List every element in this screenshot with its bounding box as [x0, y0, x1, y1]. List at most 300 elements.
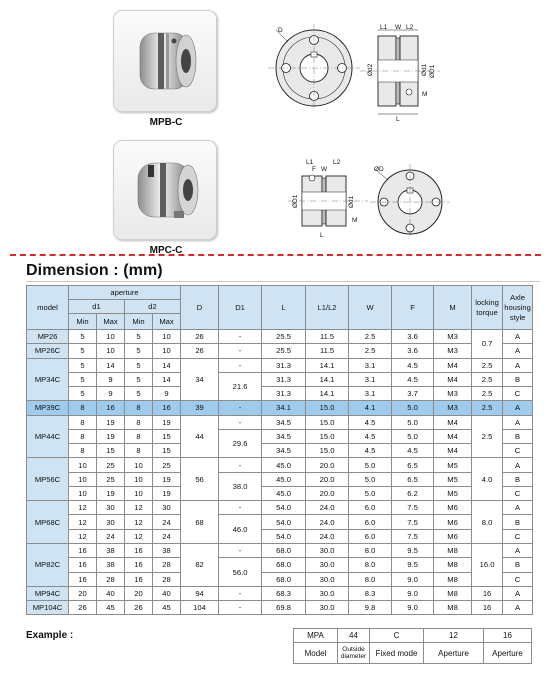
W-cell: 4.5 — [349, 444, 392, 458]
d2-max-cell: 45 — [153, 601, 181, 615]
W-cell: 4.1 — [349, 401, 392, 415]
model-cell: MP44C — [27, 415, 69, 458]
F-cell: 7.5 — [392, 515, 434, 529]
d1-min-cell: 16 — [69, 543, 97, 557]
d2-min-cell: 5 — [125, 344, 153, 358]
mpc-c-front-drawing — [370, 162, 450, 243]
L1L2-cell: 14.1 — [306, 372, 349, 386]
d1-min-cell: 10 — [69, 458, 97, 472]
example-code: 12 — [424, 629, 484, 643]
d2-max-cell: 24 — [153, 515, 181, 529]
d1-min-cell: 8 — [69, 429, 97, 443]
M-cell: M4 — [434, 429, 472, 443]
M-cell: M3 — [434, 401, 472, 415]
table-row — [27, 472, 533, 486]
section-divider — [10, 254, 541, 256]
d2-min-cell: 5 — [125, 358, 153, 372]
d2-max-cell: 30 — [153, 501, 181, 515]
example-code: MPA — [294, 629, 338, 643]
d2-max-cell: 28 — [153, 558, 181, 572]
M-cell: M8 — [434, 558, 472, 572]
L-cell: 34.5 — [262, 429, 306, 443]
L-cell: 34.5 — [262, 415, 306, 429]
axle-style-cell: A — [503, 344, 533, 358]
table-row — [27, 387, 533, 401]
mpc-c-label: MPC-C — [149, 245, 183, 256]
d1-max-cell: 38 — [97, 543, 125, 557]
torque-cell: 2.5 — [472, 401, 503, 415]
d2-max-cell: 15 — [153, 444, 181, 458]
L1L2-cell: 30.0 — [306, 572, 349, 586]
D-cell: 56 — [181, 458, 219, 501]
W-cell: 8.0 — [349, 543, 392, 557]
col-aperture: aperture — [69, 286, 181, 300]
W-cell: 5.0 — [349, 472, 392, 486]
L-cell: 68.0 — [262, 543, 306, 557]
table-row — [27, 529, 533, 543]
d1-max-cell: 16 — [97, 401, 125, 415]
D1-cell: - — [219, 458, 262, 472]
d1-max-cell: 10 — [97, 344, 125, 358]
d2-min-cell: 12 — [125, 515, 153, 529]
D1-cell: 21.6 — [219, 372, 262, 401]
d1-min-cell: 5 — [69, 330, 97, 344]
L1L2-cell: 30.0 — [306, 601, 349, 615]
title-underline — [26, 281, 540, 282]
l2-label: L2 — [406, 24, 414, 31]
mpc-c-side-drawing — [288, 158, 368, 247]
d2-max-cell: 38 — [153, 543, 181, 557]
model-cell: MP56C — [27, 458, 69, 501]
M-cell: M5 — [434, 486, 472, 500]
L-cell: 31.3 — [262, 372, 306, 386]
axle-style-cell: A — [503, 330, 533, 344]
D1-cell: - — [219, 358, 262, 372]
d2-min-cell: 10 — [125, 458, 153, 472]
table-row — [27, 543, 533, 557]
M-cell: M4 — [434, 415, 472, 429]
w-label: W — [395, 24, 402, 31]
d1-min-cell: 5 — [69, 372, 97, 386]
axle-style-cell: C — [503, 572, 533, 586]
F-cell: 4.5 — [392, 444, 434, 458]
L-cell: 68.0 — [262, 558, 306, 572]
D1-cell: - — [219, 401, 262, 415]
axle-style-cell: A — [503, 543, 533, 557]
torque-cell: 0.7 — [472, 330, 503, 359]
d2-max-cell: 28 — [153, 572, 181, 586]
d1-max-cell: 19 — [97, 486, 125, 500]
D1-cell: - — [219, 330, 262, 344]
col-M: M — [434, 286, 472, 330]
d2-max-cell: 14 — [153, 372, 181, 386]
d1-min-cell: 26 — [69, 601, 97, 615]
d2-max-cell: 14 — [153, 358, 181, 372]
d2-min-cell: 16 — [125, 572, 153, 586]
M-cell: M5 — [434, 458, 472, 472]
M-cell: M4 — [434, 444, 472, 458]
W-cell: 8.0 — [349, 572, 392, 586]
col-L1L2: L1/L2 — [306, 286, 349, 330]
example-meaning: Aperture — [484, 643, 532, 664]
m-label: M — [352, 217, 358, 224]
L1L2-cell: 20.0 — [306, 486, 349, 500]
d1-max-cell: 15 — [97, 444, 125, 458]
d1-max-cell: 14 — [97, 358, 125, 372]
d2-min-cell: 20 — [125, 586, 153, 600]
L-cell: 45.0 — [262, 458, 306, 472]
axle-style-cell: A — [503, 358, 533, 372]
model-cell: MP68C — [27, 501, 69, 544]
table-row — [27, 458, 533, 472]
model-cell: MP94C — [27, 586, 69, 600]
m-label: M — [422, 91, 428, 98]
d1-max-cell: 19 — [97, 429, 125, 443]
axle-style-cell: C — [503, 529, 533, 543]
d2-max-cell: 9 — [153, 387, 181, 401]
d2-min-cell: 8 — [125, 429, 153, 443]
axle-style-cell: B — [503, 429, 533, 443]
d2-min-cell: 10 — [125, 472, 153, 486]
torque-cell: 16 — [472, 586, 503, 600]
M-cell: M6 — [434, 515, 472, 529]
table-row — [27, 429, 533, 443]
axle-style-cell: A — [503, 601, 533, 615]
d2-min-cell: 8 — [125, 401, 153, 415]
d1-min-cell: 12 — [69, 501, 97, 515]
table-row — [27, 601, 533, 615]
col-d1: d1 — [69, 300, 125, 314]
axle-style-cell: B — [503, 472, 533, 486]
W-cell: 4.5 — [349, 429, 392, 443]
axle-style-cell: A — [503, 415, 533, 429]
col-d1-max: Max — [97, 314, 125, 330]
col-d2-min: Min — [125, 314, 153, 330]
F-cell: 5.0 — [392, 415, 434, 429]
example-meaning: Aperture — [424, 643, 484, 664]
L-cell: 45.0 — [262, 486, 306, 500]
M-cell: M5 — [434, 472, 472, 486]
col-model: model — [27, 286, 69, 330]
mpb-c-photo — [113, 10, 217, 112]
d2-min-cell: 5 — [125, 387, 153, 401]
W-cell: 3.1 — [349, 358, 392, 372]
torque-cell: 8.0 — [472, 501, 503, 544]
table-row — [27, 415, 533, 429]
torque-cell: 16 — [472, 601, 503, 615]
M-cell: M6 — [434, 529, 472, 543]
F-cell: 3.6 — [392, 344, 434, 358]
L1L2-cell: 24.0 — [306, 515, 349, 529]
L1L2-cell: 15.0 — [306, 444, 349, 458]
D-cell: 34 — [181, 358, 219, 401]
D-label: ØD — [374, 166, 384, 173]
D-cell: 44 — [181, 415, 219, 458]
L1L2-cell: 11.5 — [306, 344, 349, 358]
torque-cell: 2.5 — [472, 372, 503, 386]
d1-max-cell: 25 — [97, 458, 125, 472]
d1-max-cell: 19 — [97, 415, 125, 429]
d1-min-cell: 16 — [69, 572, 97, 586]
d2-max-cell: 19 — [153, 486, 181, 500]
L1L2-cell: 20.0 — [306, 472, 349, 486]
W-cell: 4.5 — [349, 415, 392, 429]
w-label: W — [321, 166, 328, 173]
L1L2-cell: 15.0 — [306, 401, 349, 415]
F-cell: 9.5 — [392, 558, 434, 572]
torque-cell: 2.5 — [472, 358, 503, 372]
F-cell: 9.5 — [392, 543, 434, 557]
D1-cell: 38.0 — [219, 472, 262, 501]
d2-min-cell: 16 — [125, 558, 153, 572]
mpc-c-photo — [113, 140, 217, 240]
D1-label: ØD1 — [292, 194, 299, 208]
col-D: D — [181, 286, 219, 330]
d1-max-cell: 24 — [97, 529, 125, 543]
disc-coupling-illustration — [114, 11, 216, 111]
W-cell: 8.0 — [349, 558, 392, 572]
D1-cell: - — [219, 543, 262, 557]
d1-min-cell: 10 — [69, 472, 97, 486]
l1-label: L1 — [380, 24, 388, 31]
col-F: F — [392, 286, 434, 330]
example-code: 16 — [484, 629, 532, 643]
L1L2-cell: 14.1 — [306, 387, 349, 401]
D1-cell: - — [219, 415, 262, 429]
D-cell: 26 — [181, 344, 219, 358]
M-cell: M4 — [434, 358, 472, 372]
F-cell: 5.0 — [392, 401, 434, 415]
W-cell: 2.5 — [349, 344, 392, 358]
col-d1-min: Min — [69, 314, 97, 330]
L-cell: 31.3 — [262, 358, 306, 372]
L1L2-cell: 11.5 — [306, 330, 349, 344]
f-label: F — [312, 166, 316, 173]
L-cell: 34.1 — [262, 401, 306, 415]
L-cell: 68.3 — [262, 586, 306, 600]
example-meaning: Model — [294, 643, 338, 664]
M-cell: M8 — [434, 601, 472, 615]
d-dimension-label: D — [278, 27, 283, 34]
l-label: L — [320, 232, 324, 239]
table-row — [27, 486, 533, 500]
col-D1: D1 — [219, 286, 262, 330]
section-title: Dimension : (mm) — [26, 262, 163, 279]
axle-style-cell: B — [503, 372, 533, 386]
L-cell: 34.5 — [262, 444, 306, 458]
L-cell: 31.3 — [262, 387, 306, 401]
L1L2-cell: 30.0 — [306, 558, 349, 572]
d1-min-cell: 5 — [69, 387, 97, 401]
D1-cell: - — [219, 344, 262, 358]
table-row — [27, 586, 533, 600]
W-cell: 6.0 — [349, 501, 392, 515]
W-cell: 2.5 — [349, 330, 392, 344]
d2-min-cell: 8 — [125, 444, 153, 458]
col-axle-style: Axle housing style — [503, 286, 533, 330]
L-cell: 45.0 — [262, 472, 306, 486]
example-code: C — [370, 629, 424, 643]
clamp-coupling-illustration — [114, 141, 216, 239]
mpb-c-label: MPB-C — [149, 117, 183, 128]
F-cell: 4.5 — [392, 358, 434, 372]
col-L: L — [262, 286, 306, 330]
model-cell: MP104C — [27, 601, 69, 615]
d2-max-cell: 24 — [153, 529, 181, 543]
axle-style-cell: A — [503, 458, 533, 472]
model-cell: MP34C — [27, 358, 69, 401]
axle-style-cell: A — [503, 401, 533, 415]
F-cell: 9.0 — [392, 572, 434, 586]
l-label: L — [396, 116, 400, 122]
L1L2-cell: 24.0 — [306, 501, 349, 515]
model-cell: MP26C — [27, 344, 69, 358]
d2-min-cell: 5 — [125, 372, 153, 386]
d1-max-cell: 9 — [97, 372, 125, 386]
example-meaning: Outside diameter — [338, 643, 370, 664]
W-cell: 3.1 — [349, 372, 392, 386]
col-W: W — [349, 286, 392, 330]
d1-max-cell: 30 — [97, 501, 125, 515]
mpb-c-front-drawing — [268, 20, 360, 117]
d1-min-cell: 12 — [69, 515, 97, 529]
L1L2-cell: 20.0 — [306, 458, 349, 472]
mpb-c-side-drawing — [360, 22, 440, 127]
d1-max-cell: 30 — [97, 515, 125, 529]
L-cell: 54.0 — [262, 501, 306, 515]
d1-min-cell: 16 — [69, 558, 97, 572]
d1-label: Ød1 — [421, 63, 428, 76]
d2-min-cell: 26 — [125, 601, 153, 615]
d2-max-cell: 40 — [153, 586, 181, 600]
d2-max-cell: 19 — [153, 415, 181, 429]
d1-max-cell: 45 — [97, 601, 125, 615]
L-cell: 25.5 — [262, 330, 306, 344]
L1L2-cell: 15.0 — [306, 415, 349, 429]
F-cell: 6.2 — [392, 486, 434, 500]
axle-style-cell: B — [503, 558, 533, 572]
D1-cell: 29.6 — [219, 429, 262, 458]
F-cell: 7.5 — [392, 529, 434, 543]
L1L2-cell: 30.0 — [306, 586, 349, 600]
d2-max-cell: 10 — [153, 330, 181, 344]
L1L2-cell: 14.1 — [306, 358, 349, 372]
W-cell: 5.0 — [349, 486, 392, 500]
col-torque: locking torque — [472, 286, 503, 330]
D1-cell: - — [219, 601, 262, 615]
F-cell: 9.0 — [392, 601, 434, 615]
d2-max-cell: 25 — [153, 458, 181, 472]
table-row — [27, 344, 533, 358]
axle-style-cell: A — [503, 501, 533, 515]
table-row — [27, 515, 533, 529]
table-row — [27, 330, 533, 344]
d1-min-cell: 5 — [69, 358, 97, 372]
d1-min-cell: 10 — [69, 486, 97, 500]
M-cell: M3 — [434, 344, 472, 358]
table-row — [27, 558, 533, 572]
d1-min-cell: 20 — [69, 586, 97, 600]
D1-cell: - — [219, 586, 262, 600]
F-cell: 6.5 — [392, 458, 434, 472]
model-cell: MP39C — [27, 401, 69, 415]
L-cell: 69.8 — [262, 601, 306, 615]
d1-min-cell: 8 — [69, 401, 97, 415]
axle-style-cell: C — [503, 486, 533, 500]
d2-max-cell: 16 — [153, 401, 181, 415]
dimension-table — [26, 285, 533, 615]
d2-max-cell: 19 — [153, 472, 181, 486]
D1-cell: - — [219, 501, 262, 515]
d2-label: Ød2 — [367, 63, 374, 76]
F-cell: 6.5 — [392, 472, 434, 486]
D-cell: 104 — [181, 601, 219, 615]
model-cell: MP82C — [27, 543, 69, 586]
d2-max-cell: 15 — [153, 429, 181, 443]
axle-style-cell: B — [503, 515, 533, 529]
d2-min-cell: 10 — [125, 486, 153, 500]
model-cell: MP26 — [27, 330, 69, 344]
D-cell: 94 — [181, 586, 219, 600]
D1-cell: 46.0 — [219, 515, 262, 544]
torque-cell: 2.5 — [472, 415, 503, 458]
d2-min-cell: 5 — [125, 330, 153, 344]
d2-min-cell: 8 — [125, 415, 153, 429]
torque-cell: 4.0 — [472, 458, 503, 501]
F-cell: 3.6 — [392, 330, 434, 344]
L1L2-cell: 24.0 — [306, 529, 349, 543]
W-cell: 5.0 — [349, 458, 392, 472]
W-cell: 6.0 — [349, 515, 392, 529]
col-d2: d2 — [125, 300, 181, 314]
d2-min-cell: 12 — [125, 529, 153, 543]
d1-label: Ød1 — [348, 195, 355, 208]
D-cell: 26 — [181, 330, 219, 344]
D1-cell: 56.0 — [219, 558, 262, 587]
M-cell: M8 — [434, 586, 472, 600]
L-cell: 54.0 — [262, 515, 306, 529]
example-code: 44 — [338, 629, 370, 643]
W-cell: 8.3 — [349, 586, 392, 600]
d1-max-cell: 9 — [97, 387, 125, 401]
L-cell: 54.0 — [262, 529, 306, 543]
d1-min-cell: 8 — [69, 444, 97, 458]
d1-min-cell: 5 — [69, 344, 97, 358]
table-row — [27, 358, 533, 372]
d2-max-cell: 10 — [153, 344, 181, 358]
example-label: Example : — [26, 630, 74, 641]
table-row — [27, 401, 533, 415]
M-cell: M8 — [434, 543, 472, 557]
L-cell: 68.0 — [262, 572, 306, 586]
d1-min-cell: 8 — [69, 415, 97, 429]
d1-max-cell: 40 — [97, 586, 125, 600]
axle-style-cell: C — [503, 444, 533, 458]
F-cell: 5.0 — [392, 429, 434, 443]
F-cell: 9.0 — [392, 586, 434, 600]
axle-style-cell: A — [503, 586, 533, 600]
d1-max-cell: 38 — [97, 558, 125, 572]
l1-label: L1 — [306, 159, 314, 166]
table-row — [27, 501, 533, 515]
table-row — [27, 572, 533, 586]
L1L2-cell: 30.0 — [306, 543, 349, 557]
d2-min-cell: 12 — [125, 501, 153, 515]
L1L2-cell: 15.0 — [306, 429, 349, 443]
torque-cell: 16.0 — [472, 543, 503, 586]
L-cell: 25.5 — [262, 344, 306, 358]
torque-cell: 2.5 — [472, 387, 503, 401]
